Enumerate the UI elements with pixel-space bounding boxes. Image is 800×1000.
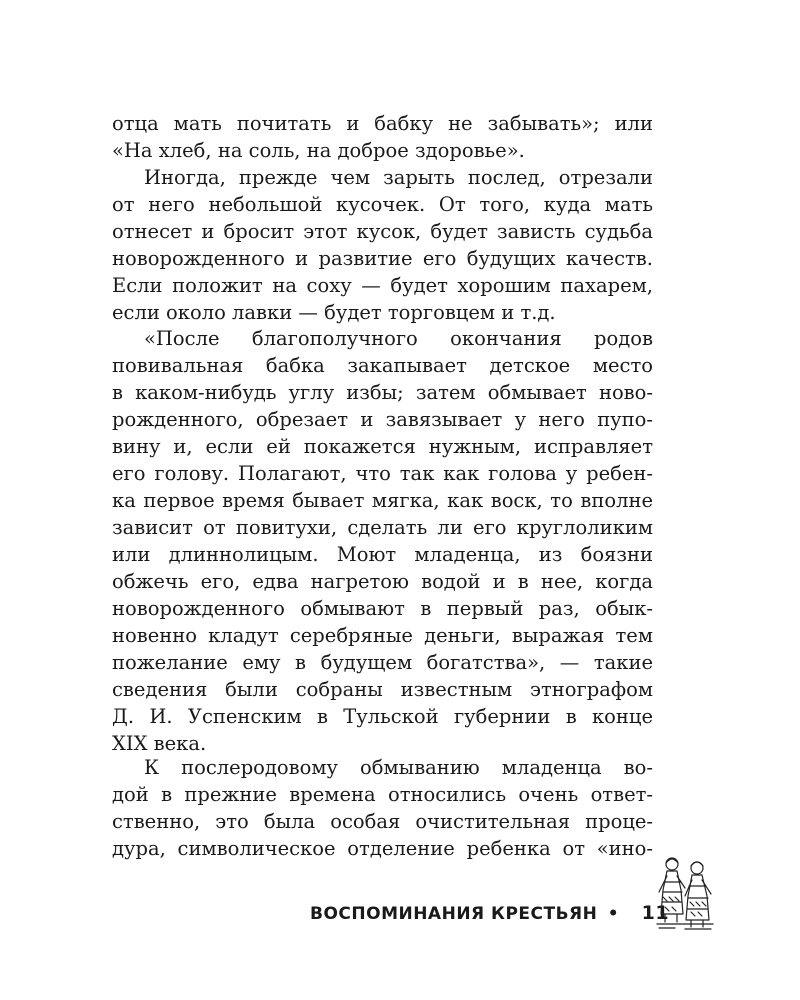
text-line: или длиннолицым. Моют младенца, из боязни — [112, 543, 653, 566]
text-line: зависит от повитухи, сделать ли его круглоликим — [112, 516, 653, 539]
peasant-figures-sketch-icon — [655, 852, 715, 930]
text-line: обжечь его, едва нагретою водой и в нее, когда — [112, 570, 653, 593]
text-line: рожденного, обрезает и завязывает у него пупо- — [112, 408, 653, 431]
text-line: сведения были собраны известным этнографом — [112, 678, 653, 701]
text-line: повивальная бабка закапывает детское место — [112, 354, 653, 377]
text-line: отнесет и бросит этот кусок, будет зависть судьба — [112, 220, 653, 243]
text-line: ка первое время бывает мягка, как воск, то вполне — [112, 489, 653, 512]
text-line: пожелание ему в будущем богатства», — такие — [112, 651, 653, 674]
paragraph-block-3 — [112, 754, 653, 862]
text-line: Если положит на соху — будет хорошим пахарем, — [112, 274, 653, 297]
footer-bullet: • — [607, 904, 620, 924]
text-line: «На хлеб, на соль, на доброе здоровье». — [112, 139, 525, 162]
paragraph-block-2 — [112, 325, 653, 757]
text-line: новорожденного и развитие его будущих качеств. — [112, 247, 653, 270]
text-line: если около лавки — будет торговцем и т.д. — [112, 301, 556, 324]
text-line: его голову. Полагают, что так как голова у ребен- — [112, 462, 653, 485]
text-line: XIX века. — [112, 732, 207, 755]
text-line: отца мать почитать и бабку не забывать»; или — [112, 112, 653, 135]
text-line: ственно, это была особая очистительная проце- — [112, 810, 653, 833]
text-line: дой в прежние времена относились очень ответ- — [112, 783, 653, 806]
text-line: «После благополучного окончания родов — [144, 327, 653, 350]
text-line: от него небольшой кусочек. От того, куда мать — [112, 193, 653, 216]
text-line: Иногда, прежде чем зарыть послед, отрезали — [144, 166, 653, 189]
page-footer — [310, 902, 669, 924]
paragraph-block-1 — [112, 110, 653, 326]
running-title: ВОСПОМИНАНИЯ КРЕСТЬЯН — [310, 904, 598, 924]
text-line: дура, символическое отделение ребенка от «ино- — [112, 837, 653, 860]
text-line: Д. И. Успенским в Тульской губернии в конце — [112, 705, 653, 728]
text-line: новенно кладут серебряные деньги, выражая тем — [112, 624, 653, 647]
text-line: К послеродовому обмыванию младенца во- — [144, 756, 653, 779]
text-line: в каком-нибудь углу избы; затем обмывает ново- — [112, 381, 653, 404]
text-line: новорожденного обмывают в первый раз, обык- — [112, 597, 653, 620]
page-number: 11 — [641, 902, 670, 924]
text-line: вину и, если ей покажется нужным, исправляет — [112, 435, 653, 458]
